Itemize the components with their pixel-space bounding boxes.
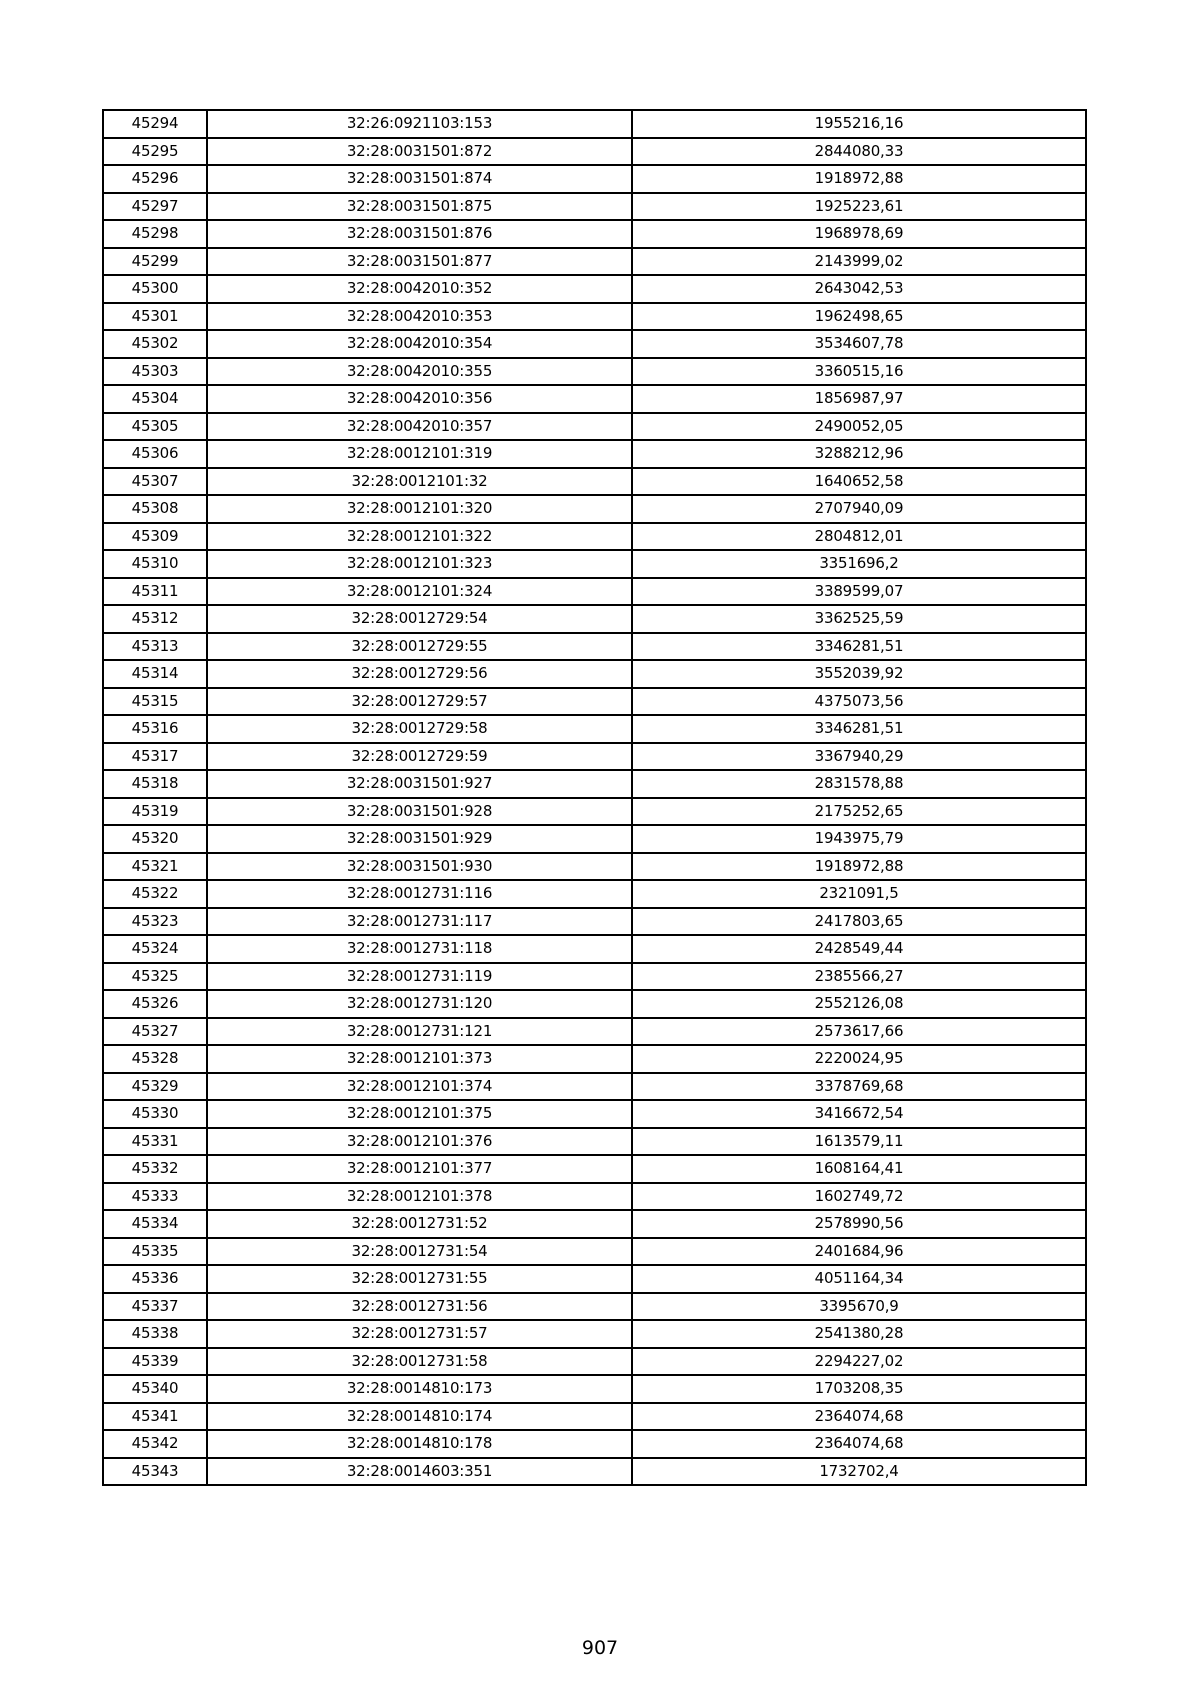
value-cell: 1703208,35 — [632, 1375, 1086, 1403]
cadastral-number-cell: 32:28:0012731:116 — [207, 880, 632, 908]
row-number-cell: 45296 — [103, 165, 207, 193]
value-cell: 1856987,97 — [632, 385, 1086, 413]
table-row — [103, 1128, 1086, 1156]
table-row — [103, 990, 1086, 1018]
table-row — [103, 1018, 1086, 1046]
cadastral-number-cell: 32:28:0031501:874 — [207, 165, 632, 193]
value-cell: 2143999,02 — [632, 248, 1086, 276]
row-number-cell: 45299 — [103, 248, 207, 276]
cadastral-number-cell: 32:28:0031501:928 — [207, 798, 632, 826]
row-number-cell: 45337 — [103, 1293, 207, 1321]
cadastral-number-cell: 32:28:0031501:875 — [207, 193, 632, 221]
row-number-cell: 45323 — [103, 908, 207, 936]
row-number-cell: 45330 — [103, 1100, 207, 1128]
value-cell: 1918972,88 — [632, 165, 1086, 193]
row-number-cell: 45304 — [103, 385, 207, 413]
row-number-cell: 45307 — [103, 468, 207, 496]
row-number-cell: 45297 — [103, 193, 207, 221]
value-cell: 2844080,33 — [632, 138, 1086, 166]
row-number-cell: 45334 — [103, 1210, 207, 1238]
cadastral-number-cell: 32:28:0012729:55 — [207, 633, 632, 661]
row-number-cell: 45331 — [103, 1128, 207, 1156]
row-number-cell: 45338 — [103, 1320, 207, 1348]
value-cell: 2417803,65 — [632, 908, 1086, 936]
value-cell: 3362525,59 — [632, 605, 1086, 633]
value-cell: 3534607,78 — [632, 330, 1086, 358]
value-cell: 3360515,16 — [632, 358, 1086, 386]
cadastral-number-cell: 32:28:0031501:877 — [207, 248, 632, 276]
table-row — [103, 825, 1086, 853]
table-row — [103, 715, 1086, 743]
table-row — [103, 165, 1086, 193]
table-row — [103, 248, 1086, 276]
table-row — [103, 220, 1086, 248]
table-row — [103, 413, 1086, 441]
value-cell: 3346281,51 — [632, 633, 1086, 661]
table-row — [103, 853, 1086, 881]
table-row — [103, 1403, 1086, 1431]
row-number-cell: 45317 — [103, 743, 207, 771]
row-number-cell: 45298 — [103, 220, 207, 248]
value-cell: 2321091,5 — [632, 880, 1086, 908]
value-cell: 2831578,88 — [632, 770, 1086, 798]
cadastral-number-cell: 32:26:0921103:153 — [207, 110, 632, 138]
cadastral-number-cell: 32:28:0012731:52 — [207, 1210, 632, 1238]
table-row — [103, 1073, 1086, 1101]
value-cell: 3552039,92 — [632, 660, 1086, 688]
cadastral-number-cell: 32:28:0042010:355 — [207, 358, 632, 386]
row-number-cell: 45339 — [103, 1348, 207, 1376]
value-cell: 3351696,2 — [632, 550, 1086, 578]
row-number-cell: 45313 — [103, 633, 207, 661]
cadastral-number-cell: 32:28:0012101:376 — [207, 1128, 632, 1156]
cadastral-number-cell: 32:28:0012101:377 — [207, 1155, 632, 1183]
value-cell: 3395670,9 — [632, 1293, 1086, 1321]
value-cell: 2364074,68 — [632, 1403, 1086, 1431]
cadastral-number-cell: 32:28:0012731:57 — [207, 1320, 632, 1348]
row-number-cell: 45325 — [103, 963, 207, 991]
table-row — [103, 660, 1086, 688]
table-row — [103, 110, 1086, 138]
cadastral-number-cell: 32:28:0042010:352 — [207, 275, 632, 303]
table-row — [103, 330, 1086, 358]
value-cell: 1955216,16 — [632, 110, 1086, 138]
row-number-cell: 45312 — [103, 605, 207, 633]
table-row — [103, 743, 1086, 771]
value-cell: 1602749,72 — [632, 1183, 1086, 1211]
table-row — [103, 1155, 1086, 1183]
table-row — [103, 1238, 1086, 1266]
value-cell: 3416672,54 — [632, 1100, 1086, 1128]
table-row — [103, 550, 1086, 578]
table-row — [103, 1100, 1086, 1128]
table-row — [103, 935, 1086, 963]
cadastral-number-cell: 32:28:0012731:56 — [207, 1293, 632, 1321]
cadastral-number-cell: 32:28:0012731:58 — [207, 1348, 632, 1376]
value-cell: 2220024,95 — [632, 1045, 1086, 1073]
cadastral-number-cell: 32:28:0014810:174 — [207, 1403, 632, 1431]
value-cell: 1962498,65 — [632, 303, 1086, 331]
cadastral-number-cell: 32:28:0042010:353 — [207, 303, 632, 331]
cadastral-number-cell: 32:28:0042010:357 — [207, 413, 632, 441]
cadastral-number-cell: 32:28:0012101:324 — [207, 578, 632, 606]
value-cell: 1732702,4 — [632, 1458, 1086, 1486]
cadastral-number-cell: 32:28:0012101:320 — [207, 495, 632, 523]
table-row — [103, 1348, 1086, 1376]
value-cell: 1918972,88 — [632, 853, 1086, 881]
value-cell: 1925223,61 — [632, 193, 1086, 221]
value-cell: 4051164,34 — [632, 1265, 1086, 1293]
row-number-cell: 45314 — [103, 660, 207, 688]
value-cell: 3288212,96 — [632, 440, 1086, 468]
row-number-cell: 45309 — [103, 523, 207, 551]
row-number-cell: 45300 — [103, 275, 207, 303]
cadastral-number-cell: 32:28:0042010:354 — [207, 330, 632, 358]
cadastral-number-cell: 32:28:0012729:54 — [207, 605, 632, 633]
table-row — [103, 440, 1086, 468]
value-cell: 2385566,27 — [632, 963, 1086, 991]
row-number-cell: 45301 — [103, 303, 207, 331]
cadastral-number-cell: 32:28:0012101:323 — [207, 550, 632, 578]
table-row — [103, 1210, 1086, 1238]
cadastral-number-cell: 32:28:0012101:373 — [207, 1045, 632, 1073]
value-cell: 3378769,68 — [632, 1073, 1086, 1101]
value-cell: 2573617,66 — [632, 1018, 1086, 1046]
row-number-cell: 45311 — [103, 578, 207, 606]
table-row — [103, 1045, 1086, 1073]
value-cell: 2578990,56 — [632, 1210, 1086, 1238]
cadastral-number-cell: 32:28:0012729:57 — [207, 688, 632, 716]
table-body — [103, 110, 1086, 1485]
value-cell: 2552126,08 — [632, 990, 1086, 1018]
cadastral-value-table — [102, 109, 1087, 1486]
row-number-cell: 45335 — [103, 1238, 207, 1266]
value-cell: 2401684,96 — [632, 1238, 1086, 1266]
cadastral-number-cell: 32:28:0012731:121 — [207, 1018, 632, 1046]
row-number-cell: 45329 — [103, 1073, 207, 1101]
table-row — [103, 275, 1086, 303]
value-cell: 2707940,09 — [632, 495, 1086, 523]
cadastral-number-cell: 32:28:0031501:927 — [207, 770, 632, 798]
value-cell: 3346281,51 — [632, 715, 1086, 743]
row-number-cell: 45328 — [103, 1045, 207, 1073]
row-number-cell: 45332 — [103, 1155, 207, 1183]
value-cell: 2364074,68 — [632, 1430, 1086, 1458]
row-number-cell: 45302 — [103, 330, 207, 358]
table-row — [103, 688, 1086, 716]
value-cell: 1608164,41 — [632, 1155, 1086, 1183]
table-row — [103, 633, 1086, 661]
value-cell: 1640652,58 — [632, 468, 1086, 496]
table-row — [103, 523, 1086, 551]
cadastral-number-cell: 32:28:0012731:117 — [207, 908, 632, 936]
table-row — [103, 798, 1086, 826]
table-row — [103, 138, 1086, 166]
value-cell: 2490052,05 — [632, 413, 1086, 441]
row-number-cell: 45306 — [103, 440, 207, 468]
table-row — [103, 385, 1086, 413]
table-row — [103, 358, 1086, 386]
row-number-cell: 45327 — [103, 1018, 207, 1046]
table-row — [103, 908, 1086, 936]
value-cell: 1943975,79 — [632, 825, 1086, 853]
table-row — [103, 1430, 1086, 1458]
cadastral-number-cell: 32:28:0012101:374 — [207, 1073, 632, 1101]
cadastral-number-cell: 32:28:0031501:929 — [207, 825, 632, 853]
table-row — [103, 193, 1086, 221]
row-number-cell: 45305 — [103, 413, 207, 441]
table-row — [103, 605, 1086, 633]
cadastral-number-cell: 32:28:0031501:876 — [207, 220, 632, 248]
table-row — [103, 468, 1086, 496]
row-number-cell: 45310 — [103, 550, 207, 578]
row-number-cell: 45321 — [103, 853, 207, 881]
cadastral-number-cell: 32:28:0012729:56 — [207, 660, 632, 688]
table-row — [103, 880, 1086, 908]
table-row — [103, 1458, 1086, 1486]
row-number-cell: 45318 — [103, 770, 207, 798]
value-cell: 2643042,53 — [632, 275, 1086, 303]
cadastral-number-cell: 32:28:0012731:119 — [207, 963, 632, 991]
value-cell: 4375073,56 — [632, 688, 1086, 716]
value-cell: 2428549,44 — [632, 935, 1086, 963]
table-row — [103, 303, 1086, 331]
table-row — [103, 1375, 1086, 1403]
cadastral-number-cell: 32:28:0012101:375 — [207, 1100, 632, 1128]
row-number-cell: 45342 — [103, 1430, 207, 1458]
cadastral-number-cell: 32:28:0014603:351 — [207, 1458, 632, 1486]
row-number-cell: 45340 — [103, 1375, 207, 1403]
row-number-cell: 45322 — [103, 880, 207, 908]
row-number-cell: 45341 — [103, 1403, 207, 1431]
row-number-cell: 45316 — [103, 715, 207, 743]
cadastral-number-cell: 32:28:0012101:322 — [207, 523, 632, 551]
row-number-cell: 45308 — [103, 495, 207, 523]
value-cell: 1968978,69 — [632, 220, 1086, 248]
cadastral-number-cell: 32:28:0012729:59 — [207, 743, 632, 771]
row-number-cell: 45324 — [103, 935, 207, 963]
value-cell: 2294227,02 — [632, 1348, 1086, 1376]
table-row — [103, 1183, 1086, 1211]
row-number-cell: 45319 — [103, 798, 207, 826]
value-cell: 1613579,11 — [632, 1128, 1086, 1156]
page-number: 907 — [581, 1637, 619, 1659]
value-cell: 3367940,29 — [632, 743, 1086, 771]
cadastral-number-cell: 32:28:0012101:319 — [207, 440, 632, 468]
row-number-cell: 45336 — [103, 1265, 207, 1293]
table-row — [103, 1320, 1086, 1348]
cadastral-number-cell: 32:28:0031501:872 — [207, 138, 632, 166]
cadastral-number-cell: 32:28:0012731:54 — [207, 1238, 632, 1266]
value-cell: 2804812,01 — [632, 523, 1086, 551]
table-row — [103, 578, 1086, 606]
row-number-cell: 45315 — [103, 688, 207, 716]
row-number-cell: 45294 — [103, 110, 207, 138]
cadastral-number-cell: 32:28:0012731:120 — [207, 990, 632, 1018]
cadastral-number-cell: 32:28:0012731:55 — [207, 1265, 632, 1293]
cadastral-number-cell: 32:28:0012729:58 — [207, 715, 632, 743]
cadastral-number-cell: 32:28:0012101:378 — [207, 1183, 632, 1211]
cadastral-number-cell: 32:28:0012101:32 — [207, 468, 632, 496]
cadastral-number-cell: 32:28:0012731:118 — [207, 935, 632, 963]
value-cell: 3389599,07 — [632, 578, 1086, 606]
row-number-cell: 45333 — [103, 1183, 207, 1211]
table-row — [103, 963, 1086, 991]
table-row — [103, 1265, 1086, 1293]
table-row — [103, 495, 1086, 523]
row-number-cell: 45303 — [103, 358, 207, 386]
row-number-cell: 45326 — [103, 990, 207, 1018]
table-row — [103, 770, 1086, 798]
table-row — [103, 1293, 1086, 1321]
row-number-cell: 45343 — [103, 1458, 207, 1486]
row-number-cell: 45320 — [103, 825, 207, 853]
cadastral-number-cell: 32:28:0031501:930 — [207, 853, 632, 881]
cadastral-number-cell: 32:28:0014810:173 — [207, 1375, 632, 1403]
row-number-cell: 45295 — [103, 138, 207, 166]
value-cell: 2541380,28 — [632, 1320, 1086, 1348]
cadastral-number-cell: 32:28:0014810:178 — [207, 1430, 632, 1458]
cadastral-number-cell: 32:28:0042010:356 — [207, 385, 632, 413]
value-cell: 2175252,65 — [632, 798, 1086, 826]
